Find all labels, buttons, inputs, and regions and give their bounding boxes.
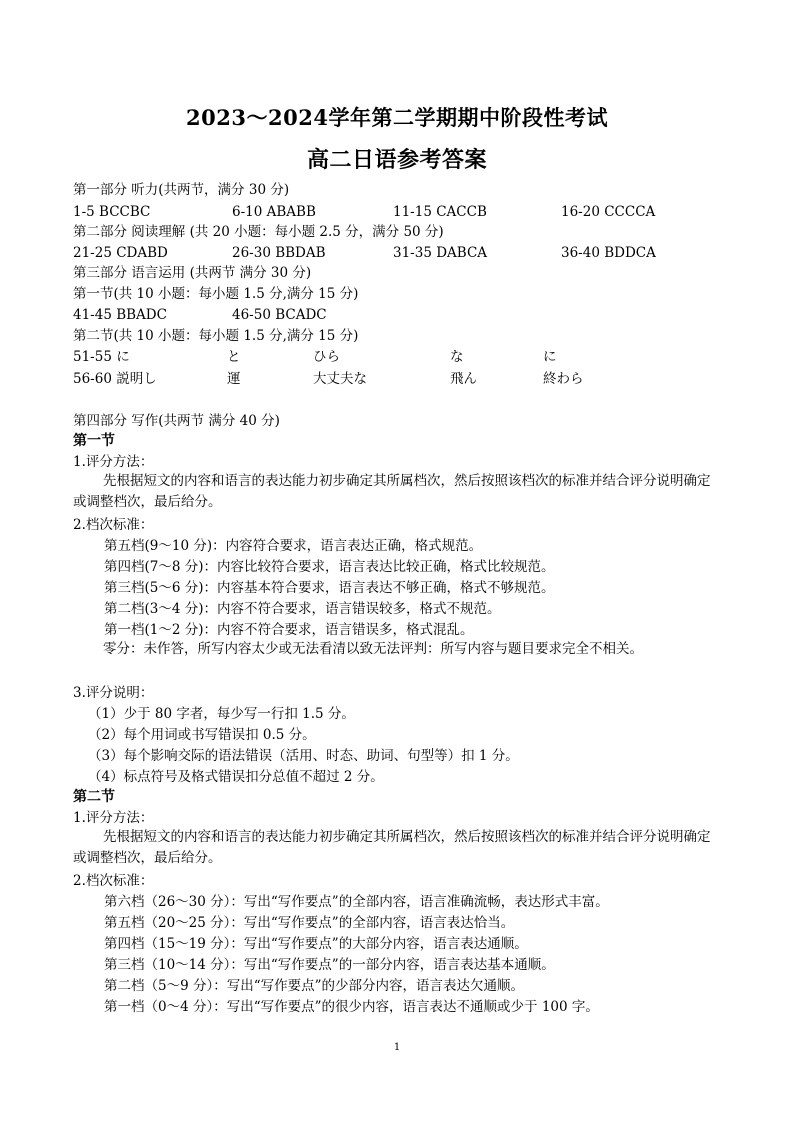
document-title: 2023～2024学年第二学期期中阶段性考试 [186,105,608,130]
answer-group: 41-45 BBADC [73,307,167,323]
zero-score-text: 零分：未作答，所写内容太少或无法看清以致无法评判：所写内容与题目要求完全不相关。 [103,641,643,657]
answer-group: 46-50 BCADC [232,307,327,323]
notes-label: 3.评分说明： [73,685,154,701]
grade-item: 第三档(5～6 分)：内容基本符合要求，语言表达不够正确，格式不够规范。 [104,580,555,596]
method-text: 先根据短文的内容和语言的表达能力初步确定其所属档次，然后按照该档次的标准并结合评分说明确定或调整档次，最后给分。 [73,829,711,866]
grade-item: 第三档（10～14 分）：写出“写作要点”的一部分内容，语言表达基本通顺。 [104,957,555,973]
fill-answer: に [543,349,557,365]
note-item: （1）少于 80 字者，每少写一行扣 1.5 分。 [88,706,355,722]
answer-group: 31-35 DABCA [393,245,488,261]
section-heading: 第二节 [73,789,115,805]
section-heading: 第一节 [73,433,115,449]
grade-item: 第四档（15～19 分）：写出“写作要点”的大部分内容，语言表达通顺。 [104,936,528,952]
answer-group: 11-15 CACCB [393,204,487,220]
grade-item: 第二档(3～4 分)：内容不符合要求，语言错误较多，格式不规范。 [104,601,501,617]
part2-heading: 第二部分 阅读理解 (共 20 小题：每小题 2.5 分，满分 50 分) [73,224,444,240]
method-label: 1.评分方法： [73,810,154,826]
fill-answer: 大丈夫な [313,371,367,387]
answer-group: 36-40 BDDCA [561,245,656,261]
note-item: （2）每个用词或书写错误扣 0.5 分。 [88,727,316,743]
note-item: （3）每个影响交际的语法错误（活用、时态、助词、句型等）扣 1 分。 [88,748,519,764]
method-label: 1.评分方法： [73,454,154,470]
fill-answer: 飛ん [450,371,477,387]
note-item: （4）标点符号及格式错误扣分总值不超过 2 分。 [88,769,384,785]
grade-item: 第四档(7～8 分)：内容比较符合要求，语言表达比较正确，格式比较规范。 [104,559,555,575]
page-number: 1 [393,1042,401,1053]
part4-heading: 第四部分 写作(共两节 满分 40 分) [73,413,280,429]
grade-item: 第一档（0～4 分）：写出“写作要点”的很少内容，语言表达不通顺或少于 100 字。 [104,999,599,1015]
method-text: 先根据短文的内容和语言的表达能力初步确定其所属档次，然后按照该档次的标准并结合评分说明确定或调整档次，最后给分。 [73,473,711,510]
part3-heading: 第三部分 语言运用 (共两节 满分 30 分) [73,265,312,281]
answer-group: 1-5 BCCBC [73,204,151,220]
grade-item: 第五档（20～25 分）：写出“写作要点”的全部内容，语言表达恰当。 [104,915,515,931]
answer-group: 16-20 CCCCA [561,204,656,220]
fill-answer: な [450,349,464,365]
fill-answer: 51-55 に [73,349,130,365]
part1-heading: 第一部分 听力(共两节，满分 30 分) [73,182,290,198]
grade-item: 第一档(1～2 分)：内容不符合要求，语言错误多，格式混乱。 [104,622,474,638]
part3-section1-heading: 第一节(共 10 小题：每小题 1.5 分,满分 15 分) [73,286,359,302]
fill-answer: ひら [313,349,340,365]
grade-item: 第六档（26～30 分）：写出“写作要点”的全部内容，语言准确流畅，表达形式丰富。 [104,894,609,910]
fill-answer: 56-60 説明し [73,371,157,387]
answer-group: 6-10 ABABB [232,204,316,220]
grades-label: 2.档次标准： [73,873,154,889]
grade-item: 第五档(9～10 分)：内容符合要求，语言表达正确，格式规范。 [104,538,483,554]
answer-group: 26-30 BBDAB [232,245,326,261]
fill-answer: と [227,349,241,365]
answer-group: 21-25 CDABD [73,245,168,261]
fill-answer: 終わら [543,371,584,387]
part3-section2-heading: 第二节(共 10 小题：每小题 1.5 分,满分 15 分) [73,328,359,344]
fill-answer: 運 [227,371,241,387]
document-subtitle: 高二日语参考答案 [306,147,487,173]
grades-label: 2.档次标准： [73,517,154,533]
grade-item: 第二档（5～9 分）：写出“写作要点”的少部分内容，语言表达欠通顺。 [104,978,525,994]
